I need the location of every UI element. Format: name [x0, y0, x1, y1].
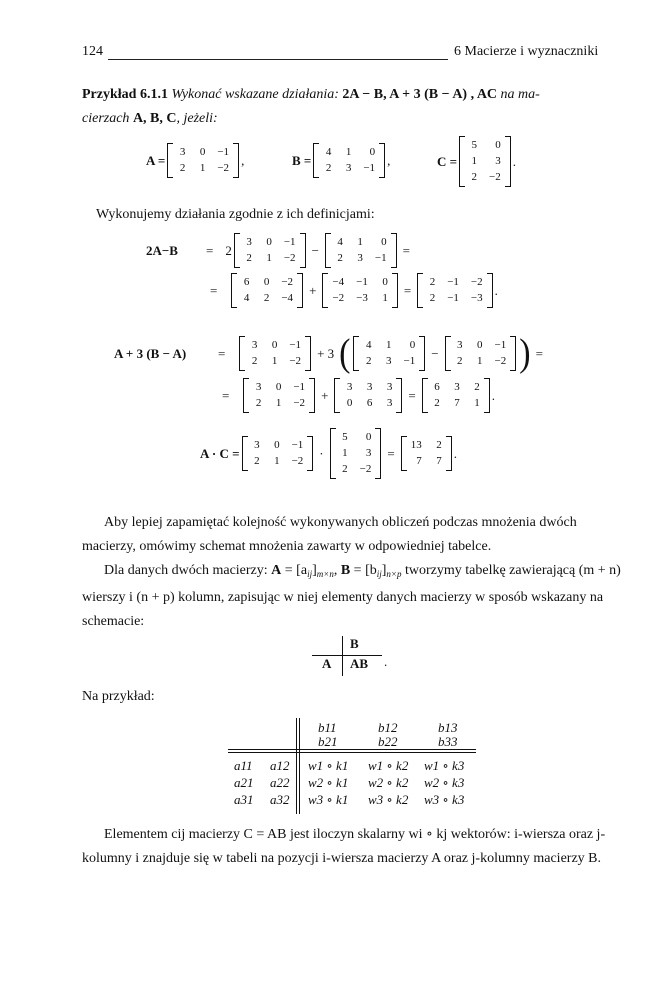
matrix-grid: [331, 233, 391, 268]
matrix-entry: 0: [266, 236, 272, 248]
schema-vline: [342, 636, 343, 676]
matrix-entry: 2: [246, 252, 252, 264]
matrix-B: [313, 143, 385, 178]
matrix-entry: 1: [342, 447, 348, 459]
matrix-grid: [245, 336, 305, 371]
eq: =: [218, 345, 226, 361]
bracket-right: [297, 273, 303, 308]
a32: a32: [270, 792, 290, 807]
matrix-entry: −2: [293, 397, 306, 409]
comma: ,: [387, 152, 391, 168]
matrix-entry: −1: [374, 252, 387, 264]
matrix-grid: [451, 336, 511, 371]
matrix-entry: −1: [293, 381, 306, 393]
paragraph-2: Dla danych dwóch macierzy: $A = [a_{ij}]_{m\times n}$, $B = [b_{ij}]_{n\times p}$ tworzymy tabelkę zawierającą (m + n) wierszy i (n + p) kolumn, zapisując w niej elementy danych macierzy w sposób wskazany na schemacie:: [82, 563, 621, 629]
calc1-lhs: 2A−B: [146, 242, 178, 258]
matrix-entry: 0: [369, 146, 376, 158]
matrix-entry: −1: [289, 339, 302, 351]
bracket-right: [307, 436, 313, 471]
matrix-entry: 0: [346, 397, 353, 409]
w2k3: w2 ∘ k3: [424, 775, 465, 790]
bracket-right: [396, 378, 402, 413]
matrix: [353, 336, 425, 371]
period: .: [453, 445, 457, 461]
comma: ,: [241, 152, 245, 168]
calc2-line1: [114, 331, 547, 375]
matrix-entry: −1: [217, 146, 230, 158]
table-vline-left: [296, 718, 297, 814]
matrix-entry: 6: [434, 381, 440, 393]
matrix-entry: −3: [470, 292, 483, 304]
matrix-entry: −2: [489, 171, 501, 183]
dot: ·: [319, 445, 324, 461]
matrix-entry: 2: [429, 276, 436, 288]
matrix-entry: 2: [251, 355, 258, 367]
matrix-entry: 2: [474, 381, 480, 393]
matrix-grid: [407, 436, 446, 471]
matrix-grid: [248, 436, 308, 471]
bracket-right: [484, 378, 490, 413]
matrix-entry: 4: [365, 339, 372, 351]
matrix-entry: 3: [357, 252, 363, 264]
matrix-entry: 4: [243, 292, 250, 304]
p2-a: Dla danych dwóch macierzy:: [104, 563, 272, 578]
w3k2: w3 ∘ k2: [368, 792, 409, 807]
matrix-entry: 3: [255, 381, 262, 393]
matrix-A: [167, 143, 239, 178]
matrix-entry: 1: [474, 397, 480, 409]
example-task-suffix: , jeżeli:: [176, 111, 218, 126]
plus: +: [321, 387, 329, 403]
example-mats: A, B, C: [132, 111, 177, 126]
w2k1: w2 ∘ k1: [308, 775, 349, 790]
matrix-grid: [340, 378, 396, 413]
matrix-entry: 2: [436, 439, 442, 451]
matrix-entry: 0: [263, 276, 270, 288]
a22: a22: [270, 775, 290, 790]
matrix: [445, 336, 517, 371]
matrix-entry: −2: [332, 292, 345, 304]
matrix-entry: 0: [199, 146, 206, 158]
matrix-entry: −1: [356, 276, 368, 288]
matrix-entry: 0: [382, 276, 388, 288]
p2-A: A: [271, 563, 282, 578]
calc2-line2: [218, 378, 495, 413]
b12: b12: [378, 720, 398, 735]
schema-dot: .: [384, 654, 388, 669]
matrix-entry: 0: [275, 381, 282, 393]
minus: −: [431, 345, 439, 361]
matrix-entry: 0: [409, 339, 416, 351]
matrix-grid: [249, 378, 309, 413]
p2-ij: ij: [307, 569, 313, 579]
b13: b13: [438, 720, 458, 735]
matrix-entry: 3: [366, 381, 373, 393]
eq: =: [408, 387, 416, 403]
plus-three: + 3: [317, 345, 335, 361]
matrix-entry: 1: [382, 292, 388, 304]
matrix-entry: 2: [263, 292, 270, 304]
matrix: [330, 428, 382, 479]
matrix-entry: 2: [457, 355, 463, 367]
matrix-entry: 5: [342, 431, 348, 443]
matrix-entry: 0: [271, 339, 278, 351]
w1k1: w1 ∘ k1: [308, 758, 349, 773]
matrix: [417, 273, 492, 308]
matrix-entry: 7: [436, 455, 442, 467]
matrix-entry: 1: [275, 397, 282, 409]
matrix-entry: 3: [385, 355, 392, 367]
example-ops: 2A − B, A + 3 (B − A) , AC: [342, 87, 498, 102]
eq: =: [535, 345, 543, 361]
matrix-entry: 13: [410, 439, 422, 451]
a21: a21: [234, 775, 254, 790]
matrix: [231, 273, 303, 308]
example-task: Wykonać wskazane działania:: [171, 87, 343, 102]
minus: −: [311, 242, 319, 258]
matrix-grid: [319, 143, 379, 178]
w1k2: w1 ∘ k2: [368, 758, 409, 773]
bracket-right: [446, 436, 452, 471]
example-statement: [82, 83, 622, 131]
matrix-entry: −2: [281, 276, 294, 288]
matrix-entry: 3: [251, 339, 258, 351]
matrix: [325, 233, 397, 268]
eq: =: [206, 242, 214, 258]
matrix-entry: −2: [359, 463, 372, 475]
chapter-title: 6 Macierze i wyznaczniki: [454, 44, 599, 59]
matrix-entry: 5: [471, 139, 478, 151]
matrix-entry: 2: [179, 162, 186, 174]
example-label-na-przyklad: Na przykład:: [82, 689, 155, 704]
matrix-entry: −2: [470, 276, 483, 288]
matrix-entry: 0: [365, 431, 372, 443]
matrix-entry: 2: [434, 397, 440, 409]
matrix-entry: 4: [325, 146, 332, 158]
matrix-entry: 3: [457, 339, 463, 351]
left-paren: (: [339, 331, 351, 375]
matrix-entry: −1: [447, 276, 459, 288]
matrix-entry: −1: [403, 355, 416, 367]
matrix-entry: 3: [495, 155, 501, 167]
matrix-grid: [359, 336, 419, 371]
matrix: [322, 273, 397, 308]
matrix-entry: −1: [283, 236, 296, 248]
b21: b21: [318, 734, 338, 749]
matrix-entry: 3: [386, 381, 393, 393]
w3k1: w3 ∘ k1: [308, 792, 349, 807]
matrix-entry: 1: [357, 236, 363, 248]
table-hline-bottom: [228, 752, 476, 753]
matrix-entry: 2: [471, 171, 478, 183]
p2-rest: tworzymy tabelkę zawierającą (m + n) wierszy i (n + p) kolumn, zapisując w niej elementy danych macierzy w sposób wskazany na schemacie:: [82, 563, 621, 629]
bracket-right: [233, 143, 239, 178]
b33: b33: [438, 734, 458, 749]
B-label: B =: [292, 152, 312, 168]
matrix-entry: 6: [243, 276, 250, 288]
given-C: [437, 136, 516, 187]
a12: a12: [270, 758, 290, 773]
schema-A: A: [322, 656, 332, 671]
matrix: [334, 378, 402, 413]
matrix-entry: 2: [429, 292, 436, 304]
bracket-right: [510, 336, 516, 371]
a31: a31: [234, 792, 254, 807]
w2k2: w2 ∘ k2: [368, 775, 409, 790]
calc1-line2: [206, 273, 498, 308]
matrix-entry: 2: [255, 397, 262, 409]
eq: =: [402, 242, 410, 258]
a11: a11: [234, 758, 253, 773]
matrix: [242, 436, 314, 471]
p2-sub2: n×p: [386, 569, 402, 579]
matrix: [401, 436, 452, 471]
bracket-right: [392, 273, 398, 308]
C-label: C =: [437, 153, 458, 169]
example-task-line2: cierzach: [82, 111, 133, 126]
p2-ij2: ij: [376, 569, 382, 579]
matrix-entry: 3: [386, 397, 393, 409]
header-rule: [108, 59, 448, 60]
matrix: [243, 378, 315, 413]
matrix-entry: 3: [179, 146, 186, 158]
matrix-entry: −1: [291, 439, 304, 451]
A-label: A =: [146, 152, 166, 168]
period: .: [512, 153, 517, 169]
matrix-entry: 2: [365, 355, 372, 367]
matrix-entry: 0: [495, 139, 501, 151]
matrix-entry: 3: [254, 439, 260, 451]
w3k3: w3 ∘ k3: [424, 792, 465, 807]
matrix-entry: 3: [365, 447, 372, 459]
period: .: [491, 387, 495, 403]
eq: =: [387, 445, 395, 461]
right-paren: ): [519, 331, 531, 375]
matrix: [234, 233, 306, 268]
matrix-grid: [336, 428, 376, 479]
matrix-entry: −2: [494, 355, 507, 367]
matrix-entry: 1: [477, 355, 483, 367]
matrix-entry: −1: [447, 292, 459, 304]
bracket-right: [419, 336, 425, 371]
matrix-entry: 1: [266, 252, 272, 264]
matrix-entry: 1: [199, 162, 206, 174]
matrix-grid: [173, 143, 233, 178]
matrix: [239, 336, 311, 371]
matrix-entry: 1: [471, 155, 478, 167]
example-label: Przykład 6.1.1: [82, 87, 168, 102]
matrix-entry: 2: [254, 455, 260, 467]
bracket-right: [379, 143, 385, 178]
page-number: 124: [82, 44, 103, 59]
matrix-grid: [465, 136, 505, 187]
eq: =: [403, 282, 412, 298]
matrix-entry: 7: [416, 455, 422, 467]
matrix-C: [459, 136, 511, 187]
matrix-entry: 3: [346, 381, 353, 393]
p2-Bexpr: = [b: [350, 563, 377, 578]
given-B: [292, 143, 390, 178]
paragraph-1: Aby lepiej zapamiętać kolejność wykonywanych obliczeń podczas mnożenia dwóch macierzy, omówimy schemat mnożenia zawarty w odpowiedniej tabelce.: [82, 515, 577, 554]
p2-sub1: m×n: [316, 569, 334, 579]
bracket-right: [305, 336, 311, 371]
matrix-entry: 1: [271, 355, 278, 367]
given-A: [146, 143, 244, 178]
bracket-right: [375, 428, 381, 479]
matrix-entry: 4: [337, 236, 343, 248]
matrix-entry: −1: [363, 162, 376, 174]
matrix-entry: −4: [332, 276, 345, 288]
matrix-entry: 2: [342, 463, 348, 475]
matrix-entry: −2: [289, 355, 302, 367]
calc3-line: [200, 428, 457, 479]
bracket-right: [309, 378, 315, 413]
b22: b22: [378, 734, 398, 749]
matrix-grid: [240, 233, 300, 268]
matrix-entry: −3: [356, 292, 368, 304]
matrix-entry: 2: [337, 252, 343, 264]
matrix-grid: [237, 273, 297, 308]
schema-hline: [312, 655, 382, 656]
matrix-entry: −2: [283, 252, 296, 264]
coef: 2: [225, 242, 232, 258]
calc2-lhs: A + 3 (B − A): [114, 345, 187, 361]
matrix-entry: −2: [217, 162, 230, 174]
bracket-right: [487, 273, 493, 308]
bracket-right: [505, 136, 511, 187]
b11: b11: [318, 720, 337, 735]
bracket-right: [300, 233, 306, 268]
matrix-entry: 0: [274, 439, 280, 451]
matrix-entry: −4: [281, 292, 294, 304]
matrix-entry: −2: [291, 455, 304, 467]
table-vline-right: [299, 718, 300, 814]
intro-text: Wykonujemy działania zgodnie z ich definicjami:: [96, 207, 375, 222]
schema-AB: AB: [350, 656, 369, 671]
matrix-grid: [328, 273, 391, 308]
matrix-entry: 3: [345, 162, 352, 174]
matrix: [422, 378, 490, 413]
matrix-entry: −1: [494, 339, 507, 351]
example-task-mid: na ma-: [497, 87, 540, 102]
paragraph-3: Elementem cij macierzy C = AB jest iloczyn skalarny wi ∘ kj wektorów: i-wiersza oraz j-kolumny i znajduje się w tabeli na pozycji i-wiersza macierzy A oraz j-kolumny macierzy B.: [82, 827, 606, 866]
period: .: [494, 282, 498, 298]
matrix-entry: 2: [325, 162, 332, 174]
matrix-entry: 6: [366, 397, 373, 409]
matrix-entry: 3: [246, 236, 252, 248]
matrix-entry: 0: [477, 339, 483, 351]
calc3-lhs: A · C =: [200, 445, 240, 461]
matrix-entry: 0: [381, 236, 387, 248]
plus: +: [309, 282, 317, 298]
matrix-grid: [423, 273, 486, 308]
matrix-entry: 3: [454, 381, 460, 393]
matrix-entry: 1: [274, 455, 280, 467]
eq: =: [210, 282, 218, 298]
eq: =: [222, 387, 230, 403]
matrix-entry: 7: [454, 397, 460, 409]
schema-B: B: [350, 636, 359, 651]
matrix-entry: 1: [385, 339, 392, 351]
calc1-line1: [146, 233, 414, 268]
p2-Aexpr: = [a: [281, 563, 308, 578]
w1k3: w1 ∘ k3: [424, 758, 465, 773]
matrix-grid: [428, 378, 484, 413]
bracket-right: [391, 233, 397, 268]
matrix-entry: 1: [345, 146, 352, 158]
p2-B: B: [340, 563, 351, 578]
